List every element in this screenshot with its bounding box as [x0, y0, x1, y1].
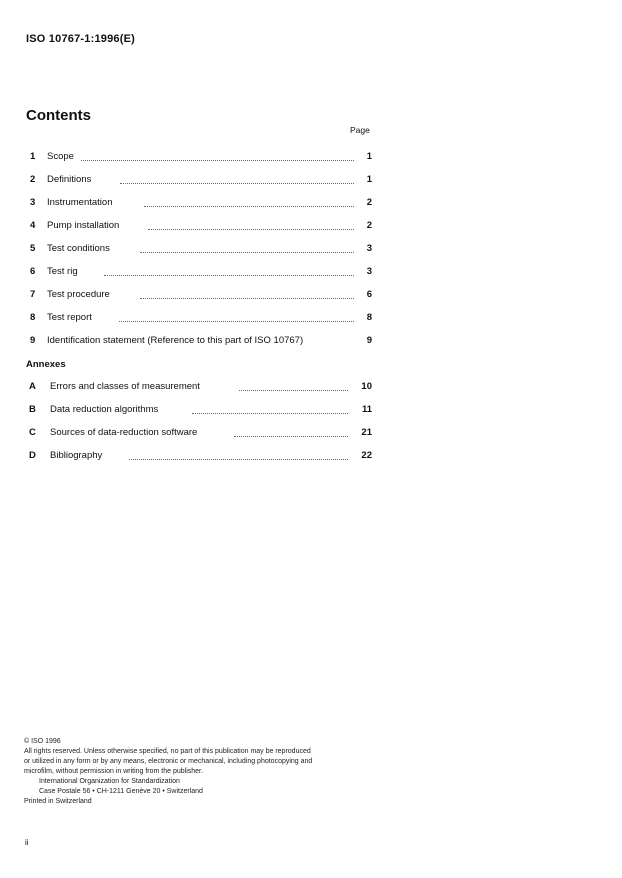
annex-list — [26, 375, 372, 467]
toc-entry-number: 8 — [30, 312, 36, 323]
toc-entry[interactable] — [26, 145, 372, 168]
toc-entry[interactable] — [26, 283, 372, 306]
toc-entry-page: 8 — [366, 312, 372, 323]
toc-entry-label: Test report — [47, 312, 92, 323]
annex-entry-label: Errors and classes of measurement — [50, 381, 200, 392]
copyright-notice — [24, 737, 312, 807]
organization-address: Case Postale 56 • CH-1211 Genève 20 • Switzerland — [39, 788, 203, 795]
dot-leader — [104, 274, 354, 276]
toc-entry-page: 6 — [366, 289, 372, 300]
dot-leader — [129, 458, 348, 460]
annex-entry-label: Data reduction algorithms — [50, 404, 159, 415]
dot-leader — [148, 228, 354, 230]
table-of-contents — [26, 145, 372, 352]
annex-entry[interactable] — [26, 398, 372, 421]
toc-entry[interactable] — [26, 306, 372, 329]
toc-entry-number: 6 — [30, 266, 36, 277]
toc-entry[interactable] — [26, 168, 372, 191]
annex-entry-page: 10 — [361, 381, 372, 392]
dot-leader — [192, 412, 348, 414]
rights-text: microfilm, without permission in writing from the publisher. — [24, 768, 203, 775]
toc-entry-label: Identification statement (Reference to this part of ISO 10767) — [47, 335, 304, 346]
dot-leader — [239, 389, 348, 391]
toc-entry-label: Test procedure — [47, 289, 110, 300]
dot-leader — [119, 320, 354, 322]
annex-entry-letter: B — [29, 404, 36, 415]
annex-entry[interactable] — [26, 444, 372, 467]
annex-entry-letter: C — [29, 427, 36, 438]
toc-entry-page: 2 — [366, 220, 372, 231]
annex-entry-page: 21 — [361, 427, 372, 438]
annex-entry[interactable] — [26, 421, 372, 444]
toc-entry-number: 9 — [30, 335, 36, 346]
dot-leader — [81, 159, 354, 161]
toc-entry-label: Test conditions — [47, 243, 110, 254]
annexes-heading: Annexes — [26, 359, 66, 370]
annex-entry-letter: D — [29, 450, 36, 461]
rights-text: or utilized in any form or by any means, electronic or mechanical, including photocopying and — [24, 758, 313, 765]
annex-entry-page: 22 — [361, 450, 372, 461]
page-title: Contents — [26, 107, 91, 124]
toc-entry-number: 1 — [30, 151, 36, 162]
toc-entry-number: 7 — [30, 289, 36, 300]
page-column-label: Page — [350, 125, 370, 135]
dot-leader — [234, 435, 348, 437]
toc-entry-label: Pump installation — [47, 220, 120, 231]
toc-entry-page: 2 — [366, 197, 372, 208]
toc-entry[interactable] — [26, 329, 372, 352]
annex-entry[interactable] — [26, 375, 372, 398]
toc-entry[interactable] — [26, 214, 372, 237]
toc-entry-label: Instrumentation — [47, 197, 113, 208]
toc-entry-page: 1 — [366, 151, 372, 162]
toc-entry-page: 1 — [366, 174, 372, 185]
toc-entry-page: 3 — [366, 266, 372, 277]
copyright-line: © ISO 1996 — [24, 738, 61, 745]
toc-entry-number: 3 — [30, 197, 36, 208]
toc-entry-page: 3 — [366, 243, 372, 254]
toc-entry-number: 5 — [30, 243, 36, 254]
annex-entry-page: 11 — [361, 404, 372, 415]
toc-entry-label: Test rig — [47, 266, 78, 277]
toc-entry-label: Definitions — [47, 174, 92, 185]
page-number: ii — [25, 838, 29, 847]
dot-leader — [140, 297, 354, 299]
dot-leader — [144, 205, 354, 207]
toc-entry-page: 9 — [366, 335, 372, 346]
toc-entry[interactable] — [26, 237, 372, 260]
annex-entry-letter: A — [29, 381, 36, 392]
toc-entry-number: 4 — [30, 220, 36, 231]
annex-entry-label: Sources of data-reduction software — [50, 427, 198, 438]
toc-entry[interactable] — [26, 260, 372, 283]
toc-entry[interactable] — [26, 191, 372, 214]
printed-in: Printed in Switzerland — [24, 798, 92, 805]
annex-entry-label: Bibliography — [50, 450, 103, 461]
rights-text: All rights reserved. Unless otherwise specified, no part of this publication may be reproduced — [24, 748, 311, 755]
toc-entry-number: 2 — [30, 174, 36, 185]
toc-entry-label: Scope — [47, 151, 74, 162]
document-code: ISO 10767-1:1996(E) — [26, 33, 135, 45]
dot-leader — [120, 182, 354, 184]
dot-leader — [140, 251, 354, 253]
organization-name: International Organization for Standardization — [39, 778, 180, 785]
